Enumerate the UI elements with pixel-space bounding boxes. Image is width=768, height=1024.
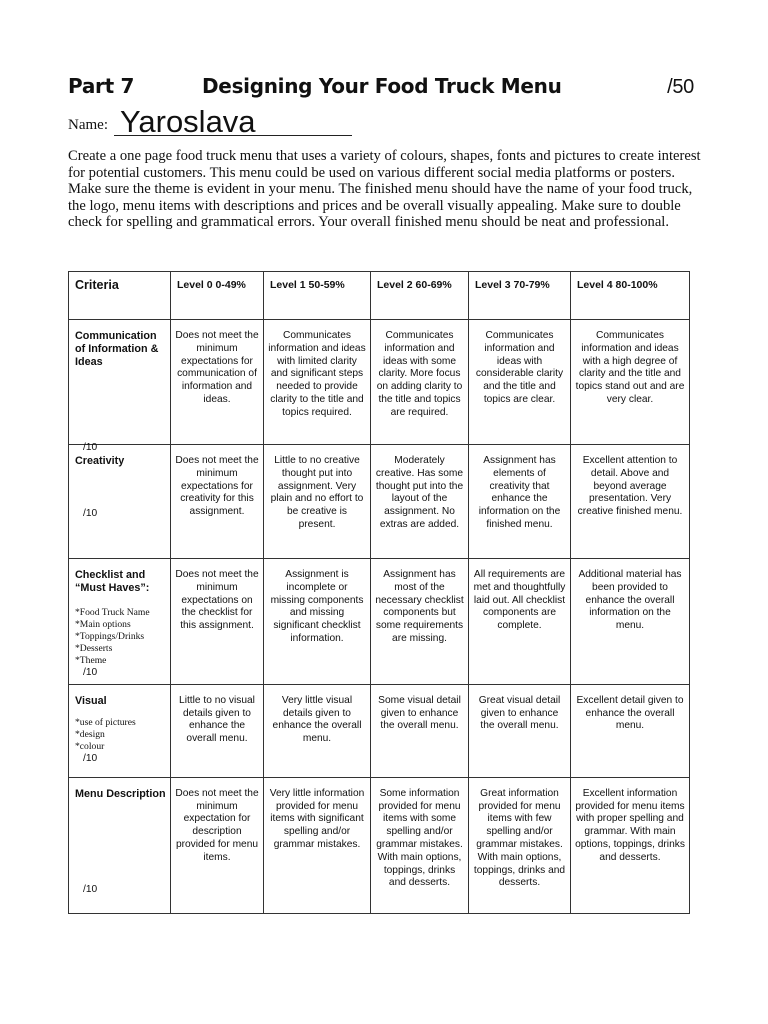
- level-2-cell: Moderately creative. Has some thought put into the layout of the assignment. No extras are added.: [371, 445, 469, 559]
- level-1-cell: Assignment is incomplete or missing components and missing significant checklist information.: [264, 559, 371, 685]
- level-1-header: Level 1 50-59%: [264, 272, 371, 320]
- level-3-cell: Assignment has elements of creativity that enhance the information on the finished menu.: [469, 445, 571, 559]
- table-row: [69, 684, 690, 777]
- table-row: [69, 445, 690, 559]
- criteria-title: Checklist and “Must Haves”:: [75, 569, 150, 594]
- page-title: Designing Your Food Truck Menu: [202, 74, 562, 98]
- level-0-cell: Little to no visual details given to enhance the overall menu.: [171, 684, 264, 777]
- level-4-cell: Excellent detail given to enhance the overall menu.: [571, 684, 690, 777]
- level-3-cell: Communicates information and ideas with considerable clarity and the title and topics are clear.: [469, 320, 571, 445]
- level-0-header: Level 0 0-49%: [171, 272, 264, 320]
- criteria-cell: [69, 777, 171, 913]
- level-0-cell: Does not meet the minimum expectations for communication of information and ideas.: [171, 320, 264, 445]
- level-2-header: Level 2 60-69%: [371, 272, 469, 320]
- rubric-header-row: [69, 272, 690, 320]
- level-4-header: Level 4 80-100%: [571, 272, 690, 320]
- level-0-cell: Does not meet the minimum expectation for description provided for menu items.: [171, 777, 264, 913]
- level-4-cell: Excellent attention to detail. Above and beyond average presentation. Very creative finished menu.: [571, 445, 690, 559]
- name-value: Yaroslava: [120, 104, 256, 139]
- level-4-cell: Excellent information provided for menu items with proper spelling and grammar. With main options, toppings, drinks and desserts.: [571, 777, 690, 913]
- table-row: [69, 320, 690, 445]
- level-2-cell: Communicates information and ideas with some clarity. More focus on adding clarity to the title and topics are required.: [371, 320, 469, 445]
- level-3-header: Level 3 70-79%: [469, 272, 571, 320]
- criteria-title: Communication of Information & Ideas: [75, 330, 159, 368]
- criteria-title: Creativity: [75, 455, 125, 467]
- level-2-cell: Some visual detail given to enhance the overall menu.: [371, 684, 469, 777]
- level-1-cell: Communicates information and ideas with limited clarity and significant steps needed to provide clarity to the title and topics required.: [264, 320, 371, 445]
- level-4-cell: Communicates information and ideas with a high degree of clarity and the title and topics stand out and are very clear.: [571, 320, 690, 445]
- criteria-cell: [69, 320, 171, 453]
- criteria-cell: [69, 445, 171, 559]
- criteria-score: /10: [83, 883, 98, 895]
- criteria-cell: [69, 559, 171, 685]
- level-1-cell: Very little visual details given to enhance the overall menu.: [264, 684, 371, 777]
- criteria-score: /10: [83, 667, 98, 678]
- checklist-items: *Food Truck Name *Main options *Toppings/Drinks *Desserts *Theme: [75, 607, 150, 666]
- level-2-cell: Some information provided for menu items with some spelling and/or grammar mistakes. With main options, toppings, drinks and desserts.: [371, 777, 469, 913]
- criteria-cell: [69, 684, 171, 777]
- total-score: /50: [667, 76, 694, 98]
- part-label: Part 7: [68, 74, 135, 98]
- name-label: Name:: [68, 117, 108, 133]
- level-1-cell: Little to no creative thought put into assignment. Very plain and no effort to be creative is present.: [264, 445, 371, 559]
- rubric-table: [68, 271, 690, 914]
- criteria-score: /10: [83, 752, 98, 764]
- level-3-cell: All requirements are met and thoughtfully laid out. All checklist components are complete.: [469, 559, 571, 685]
- page-header: [68, 72, 696, 106]
- criteria-score: /10: [83, 442, 98, 453]
- table-row: [69, 559, 690, 685]
- criteria-header: Criteria: [69, 272, 171, 320]
- table-row: [69, 777, 690, 913]
- level-1-cell: Very little information provided for menu items with significant spelling and/or grammar mistakes.: [264, 777, 371, 913]
- level-0-cell: Does not meet the minimum expectations on the checklist for this assignment.: [171, 559, 264, 685]
- level-4-cell: Additional material has been provided to enhance the overall information on the menu.: [571, 559, 690, 685]
- level-0-cell: Does not meet the minimum expectations for creativity for this assignment.: [171, 445, 264, 559]
- visual-items: *use of pictures *design *colour: [75, 716, 136, 752]
- criteria-title: Menu Description: [75, 787, 166, 800]
- level-3-cell: Great information provided for menu items with few spelling and/or grammar mistakes. With main options, toppings, drinks and desserts.: [469, 777, 571, 913]
- level-3-cell: Great visual detail given to enhance the overall menu.: [469, 684, 571, 777]
- criteria-title: Visual: [75, 694, 107, 707]
- criteria-score: /10: [83, 508, 98, 519]
- instructions-paragraph: Create a one page food truck menu that uses a variety of colours, shapes, fonts and pictures to create interest for potential customers. This menu could be used on various different social media platforms or posters. Make sure the theme is evident in your menu. The finished menu should have the name of your food truck, the logo, menu items with descriptions and prices and be overall visually appealing. Make sure to double check for spelling and grammatical errors. Your overall finished menu should be neat and professional.: [68, 148, 701, 231]
- level-2-cell: Assignment has most of the necessary checklist components but some requirements are missing.: [371, 559, 469, 685]
- name-row: [68, 104, 368, 140]
